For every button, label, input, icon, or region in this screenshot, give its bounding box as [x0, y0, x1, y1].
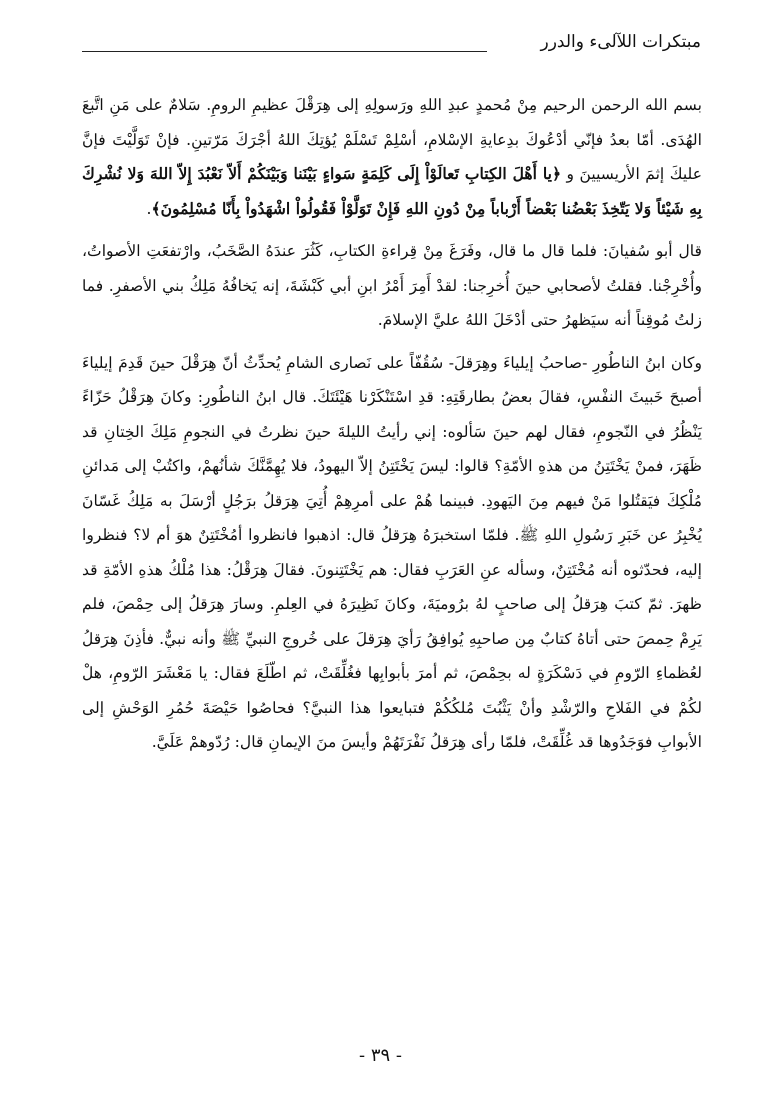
letter-end: . [146, 199, 152, 218]
paragraph-ibn-natur: وكان ابنُ الناطُورِ -صاحبُ إيلياءَ وهِرَقلَ- سُقُفّاً على نَصارى الشامِ يُحدِّثُ أنّ هِرَقْلَ حينَ قَدِمَ إيلياءَ أصبحَ خَبيثَ النفْسِ، فقالَ بعضُ بطارقَتِهِ: قدِ اسْتَنْكَرْنا هَيْئَتَكَ. قال ابنُ الناطُورِ: وكانَ هِرَقْلُ حَزّاءً يَنْظُرُ في النّجومِ، فقال لهم حينَ سَألوه: إني رأيتُ الليلةَ حينَ نظرتُ في النجومِ مَلِكَ الخِتانِ قد ظَهَرَ، فمنْ يَخْتَتِنُ من هذهِ الأمّةِ؟ قالوا: ليسَ يَخْتَتِنُ إلاّ اليهودُ، فلا يُهِمَّنَّكَ شأنُهمْ، واكتُبْ إلى مَدائنِ مُلْكِكَ فيَقتُلوا مَنْ فيهم مِنَ اليَهودِ. فبينما هُمْ على أمرِهِمْ أُتِيَ هِرَقلُ برَجُلٍ أرْسَلَ به مَلِكُ غَسّانَ يُخْبِرُ عن خَبَرِ رَسُولِ اللهِ ﷺ. فلمّا استخبرَهُ هِرَقلُ قال: اذهبوا فانظروا أمُخْتَتِنٌ هوَ أم لا؟ فنظروا إليه، فحدّثوه أنه مُخْتَتِنٌ، وسأله عنِ العَرَبِ فقال: هم يَخْتَتِنونَ. فقالَ هِرَقْلُ: هذا مُلْكُ هذهِ الأمّةِ قد ظهرَ. ثمّ كتبَ هِرَقلُ إلى صاحبٍ لهُ برُوميَةَ، وكانَ نَظِيرَهُ في العِلمِ. وسارَ هِرَقلُ إلى حِمْصَ، فلم يَرِمْ حِمصَ حتى أتاهُ كتابٌ مِن صاحبِهِ يُوافِقُ رَأيَ هِرَقلَ على خُروجِ النبيِّ ﷺ وأنه نبيٌّ. فأذِنَ هِرَقلُ لعُظماءِ الرّومِ في دَسْكَرَةٍ له بحِمْصَ، ثم أمرَ بأبوابِها فغُلِّقَتْ، ثم اطّلَعَ فقال: يا مَعْشَرَ الرّومِ، هلْ لكُمْ في الفَلاحِ والرّشْدِ وأنْ يَثْبُتَ مُلكُكُمْ فتبايعوا هذا النبيَّ؟ فحاصُوا حَيْصَةَ حُمُرِ الوَحْشِ إلى الأبوابِ فوَجَدُوها قد غُلِّقَتْ، فلمّا رأى هِرَقلُ نَفْرَتَهُمْ وأيسَ منَ الإيمانِ قال: رُدّوهمْ عَلَيَّ. [82, 353, 702, 751]
paragraph-abu-sufyan: قال أبو سُفيانَ: فلما قال ما قال، وفَرَغَ مِنْ قِراءةِ الكتابِ، كَثُرَ عندَهُ الصَّخَبُ، وارْتفعَتِ الأصواتُ، وأُخْرِجْنا. فقلتُ لأصحابي حينَ أُخرِجنا: لقدْ أَمِرَ أَمْرُ ابنِ أبي كَبْشَةَ، إنه يَخافُهُ مَلِكُ بني الأصفرِ. فما زلتُ مُوقِناً أنه سيَظهرُ حتى أدْخَلَ اللهُ عليَّ الإسلامَ. [82, 242, 702, 329]
body-text [82, 88, 702, 760]
page-number: - ٣٩ - [359, 1045, 402, 1066]
running-header [0, 30, 761, 60]
running-title: مبتكرات اللآلىء والدرر [540, 32, 701, 52]
quran-verse: ﴿يا أَهْلَ الكِتابِ تَعالَوْاْ إِلَى كَلِمَةٍ سَواءٍ بَيْنَنا وَبَيْنَكُمْ أَلاّ نَعْبُدَ إِلاّ اللهَ وَلا نُشْرِكَ بِهِ شَيْئاً وَلا يَتّخِذَ بَعْضُنا بَعْضاً أَرْباباً مِنْ دُونِ اللهِ فَإِنْ تَوَلَّوْاْ فَقُولُواْ اشْهَدُواْ بِأَنّا مُسْلِمُونَ﴾ [82, 164, 702, 218]
letter-text: بسم الله الرحمن الرحيم مِنْ مُحمدٍ عبدِ اللهِ ورَسولِهِ إلى هِرَقْلَ عظيمِ الرومِ. سَلامٌ على مَنِ اتَّبعَ الهُدَى. أمّا بعدُ فإنّي أدْعُوكَ بدِعايةِ الإسْلامِ، أسْلِمْ تَسْلَمْ يُؤتِكَ اللهُ أجْرَكَ مَرّتينِ. فإنْ تَوَلَّيْتَ فإنَّ عليكَ إثمَ الأريسيينَ و [82, 96, 703, 183]
header-rule [82, 51, 487, 52]
paragraph-letter [82, 88, 702, 226]
